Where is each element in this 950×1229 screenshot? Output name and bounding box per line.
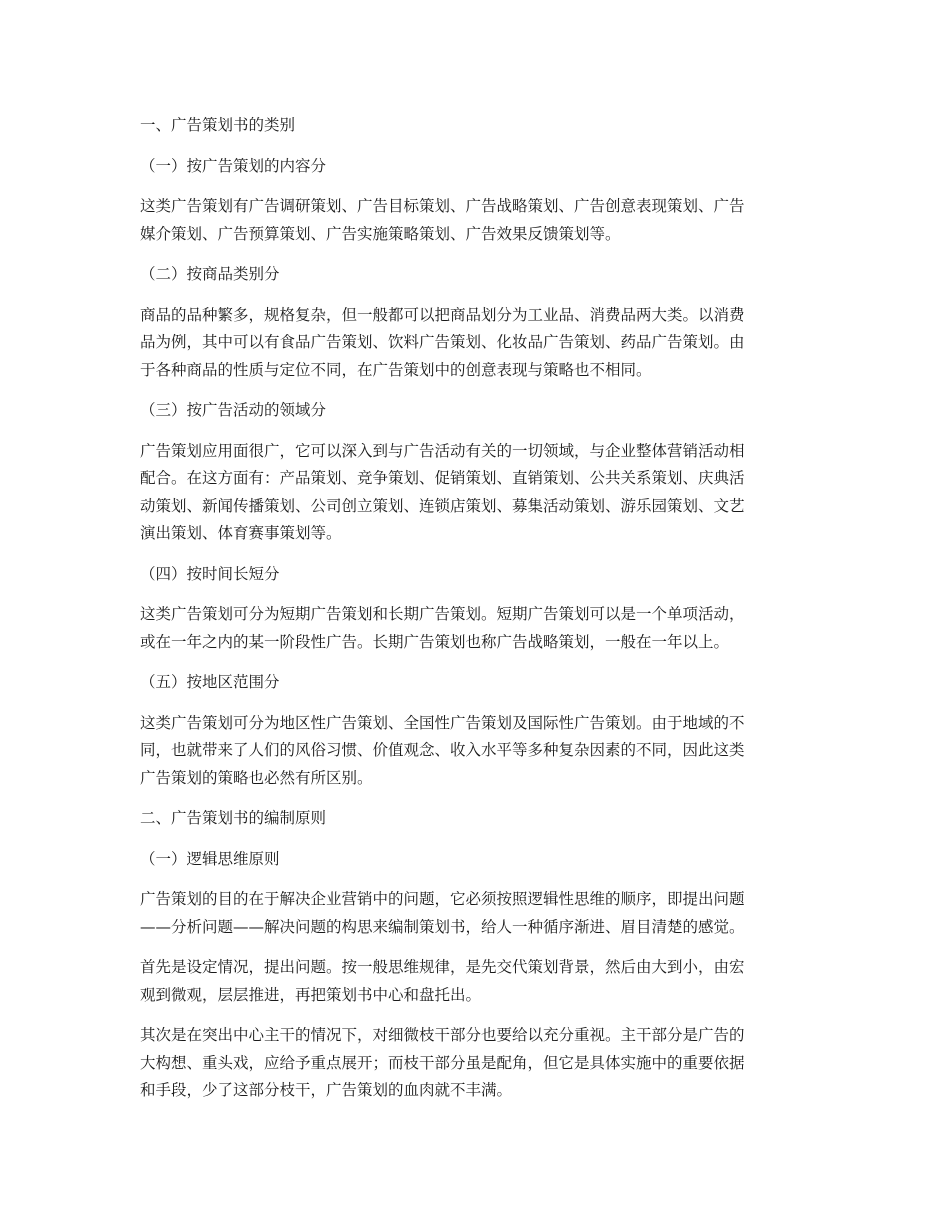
subsection-heading-1-5: （五）按地区范围分 (140, 673, 280, 691)
subsection-heading-2-1: （一）逻辑思维原则 (140, 849, 280, 868)
paragraph-second-step: 其次是在突出中心主干的情况下，对细微枝干部分也要给以充分重视。主干部分是广告的 大构想、重头戏，应给予重点展开；而枝干部分虽是配角，但它是具体实施中的重要依据 和手段，少了这部分枝干，广告策划的血肉就不丰满。 (140, 1026, 745, 1099)
paragraph-logic-principle: 广告策划的目的在于解决企业营销中的问题，它必须按照逻辑性思维的顺序，即提出问题 ——分析问题——解决问题的构思来编制策划书，给人一种循序渐进、眉目清楚的感觉。 (140, 890, 745, 936)
paragraph-activity-domains: 广告策划应用面很广，它可以深入到与广告活动有关的一切领域，与企业整体营销活动相 配合。在这方面有：产品策划、竞争策划、促销策划、直销策划、公共关系策划、庆典活 动策划、新闻传播策划、公司创立策划、连锁店策划、募集活动策划、游乐园策划、文艺 演出策划、体育赛事策划等。 (140, 441, 745, 542)
subsection-heading-1-1: （一）按广告策划的内容分 (140, 156, 327, 175)
subsection-heading-1-2: （二）按商品类别分 (140, 265, 280, 283)
paragraph-product-types: 商品的品种繁多，规格复杂，但一般都可以把商品划分为工业品、消费品两大类。以消费 品为例，其中可以有食品广告策划、饮料广告策划、化妆品广告策划、药品广告策划。由 于各种商品的性质与定位不同，在广告策划中的创意表现与策略也不相同。 (140, 305, 745, 379)
section-heading-2: 二、广告策划书的编制原则 (140, 809, 327, 827)
document-page (140, 112, 810, 1118)
paragraph-time-length: 这类广告策划可分为短期广告策划和长期广告策划。短期广告策划可以是一个单项活动， 或在一年之内的某一阶段性广告。长期广告策划也称广告战略策划，一般在一年以上。 (140, 605, 745, 651)
paragraph-content-types: 这类广告策划有广告调研策划、广告目标策划、广告战略策划、广告创意表现策划、广告 媒介策划、广告预算策划、广告实施策略策划、广告效果反馈策划等。 (140, 197, 745, 243)
paragraph-first-step: 首先是设定情况，提出问题。按一般思维规律，是先交代策划背景，然后由大到小，由宏 观到微观，层层推进，再把策划书中心和盘托出。 (140, 958, 745, 1004)
subsection-heading-1-4: （四）按时间长短分 (140, 564, 280, 583)
subsection-heading-1-3: （三）按广告活动的领域分 (140, 401, 327, 419)
section-heading-1: 一、广告策划书的类别 (140, 116, 296, 134)
paragraph-region-scope: 这类广告策划可分为地区性广告策划、全国性广告策划及国际性广告策划。由于地域的不 同，也就带来了人们的风俗习惯、价值观念、收入水平等多种复杂因素的不同，因此这类 广告策划的策略也必然有所区别。 (140, 713, 745, 787)
